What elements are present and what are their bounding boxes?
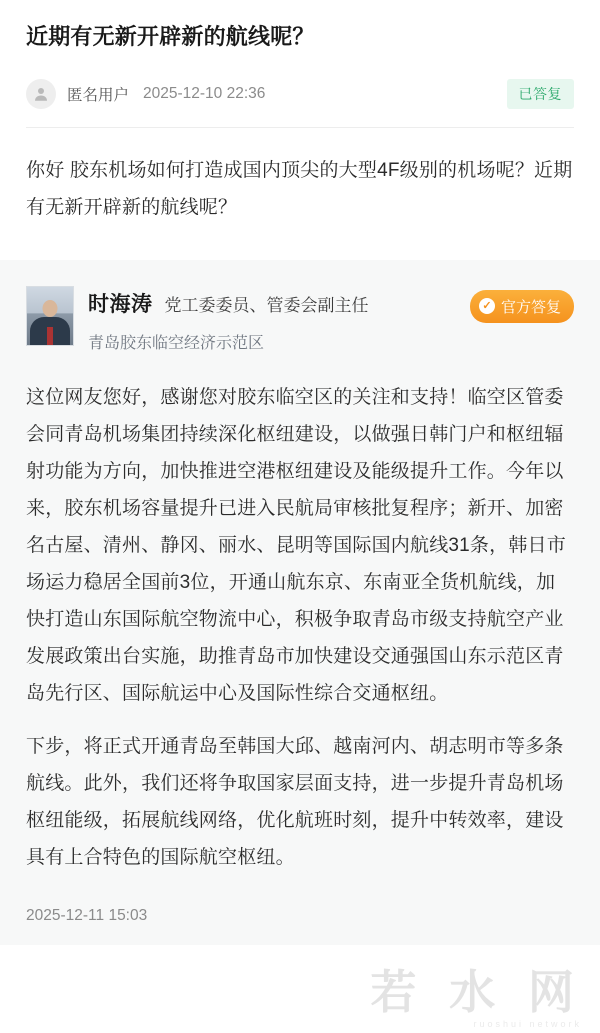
answer-time: 2025-12-11 15:03 bbox=[26, 906, 148, 924]
watermark: 若 水 网 bbox=[370, 966, 584, 1018]
question-section bbox=[0, 0, 600, 260]
responder-org: 青岛胶东临空经济示范区 bbox=[88, 334, 265, 352]
responder-row bbox=[26, 286, 574, 353]
responder-name: 时海涛 bbox=[88, 292, 153, 316]
status-badge: 已答复 bbox=[507, 79, 575, 109]
official-badge-label: 官方答复 bbox=[500, 298, 561, 316]
ask-time: 2025-12-10 22:36 bbox=[143, 84, 266, 102]
responder-photo bbox=[26, 286, 74, 346]
asker-row bbox=[26, 79, 574, 128]
responder-title: 党工委委员、管委会副主任 bbox=[164, 295, 369, 315]
page-title: 近期有无新开辟新的航线呢？ bbox=[26, 24, 315, 49]
asker-name: 匿名用户 bbox=[67, 86, 130, 104]
answer-section bbox=[0, 260, 600, 945]
user-avatar-icon bbox=[26, 79, 56, 109]
answer-paragraph: 这位网友您好，感谢您对胶东临空区的关注和支持！临空区管委会同青岛机场集团持续深化枢纽建设，以做强日韩门户和枢纽辐射功能为方向，加快推进空港枢纽建设及能级提升工作。今年以来，胶东机场容量提升已进入民航局审核批复程序；新开、加密名古屋、清州、静冈、丽水、昆明等国际国内航线31条，韩日市场运力稳居全国前3位，开通山航东京、东南亚全货机航线，加快打造山东国际航空物流中心，积极争取青岛市级支持航空产业发展政策出台实施，助推青岛市加快建设交通强国山东示范区青岛先行区、国际航运中心及国际性综合交通枢纽。 bbox=[26, 386, 566, 705]
check-circle-icon: ✓ bbox=[479, 298, 495, 314]
question-body: 你好 胶东机场如何打造成国内顶尖的大型4F级别的机场呢？近期有无新开辟新的航线呢？ bbox=[26, 159, 573, 218]
answer-body bbox=[26, 353, 574, 877]
official-reply-badge bbox=[470, 290, 574, 323]
responder-info bbox=[88, 286, 369, 353]
watermark-subtext: ruoshui network bbox=[473, 1019, 582, 1029]
answer-paragraph: 下步，将正式开通青岛至韩国大邱、越南河内、胡志明市等多条航线。此外，我们还将争取国家层面支持，进一步提升青岛机场枢纽能级，拓展航线网络，优化航班时刻，提升中转效率，建设具有上合特色的国际航空枢纽。 bbox=[26, 736, 564, 869]
